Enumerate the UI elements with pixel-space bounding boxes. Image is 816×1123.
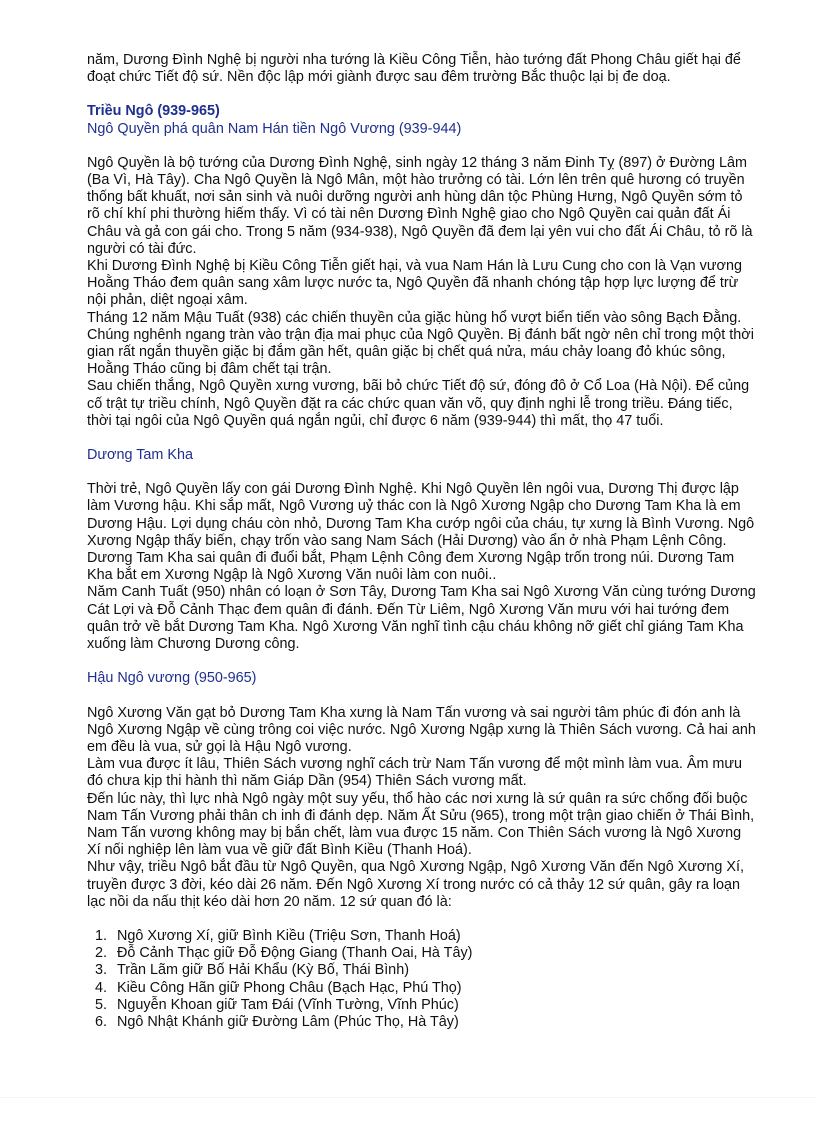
- intro-paragraph: năm, Dương Đình Nghệ bị người nha tướng là Kiều Công Tiễn, hào tướng đất Phong Châu giết hại để đoạt chức Tiết độ sứ. Nền độc lập mới giành được sau đêm trường Bắc thuộc lại bị đe doạ.: [87, 52, 741, 86]
- document-page: [87, 52, 757, 1031]
- paragraph: Đến lúc này, thì lực nhà Ngô ngày một suy yếu, thổ hào các nơi xưng là sứ quân ra sức chống đối buộc Nam Tấn Vương phải thân ch inh đi đánh dẹp. Năm Ất Sửu (965), trong một trận giao chiến ở Thái Bình, Nam Tấn vương không may bị bắn chết, làm vua được 15 năm. Con Thiên Sách vương là Ngô Xương Xí nối nghiệp lên làm vua về giữ đất Bình Kiều (Thanh Hoá).: [87, 790, 755, 859]
- paragraph: Ngô Quyền là bộ tướng của Dương Đình Nghệ, sinh ngày 12 tháng 3 năm Đinh Tỵ (897) ở Đường Lâm (Ba Vì, Hà Tây). Cha Ngô Quyền là Ngô Mân, một hào trưởng có tài. Lớn lên trên quê hương có truyền thống bất khuất, nơi sản sinh và nuôi dưỡng người anh hùng dân tộc Phùng Hưng, Ngô Quyền sớm tỏ rõ chí khí phi thường hiếm thấy. Vì có tài nên Dương Đình Nghệ giao cho Ngô Quyền cai quản đất Ái Châu và gả con gái cho. Trong 5 năm (934-938), Ngô Quyền đã đem lại yên vui cho đất Ái Châu, tỏ rõ là người có tài đức.: [87, 154, 753, 257]
- section-title-hau-ngo-vuong: Hậu Ngô vương (950-965): [87, 670, 257, 687]
- list-item: 2. Đỗ Cảnh Thạc giữ Đỗ Động Giang (Thanh Oai, Hà Tây): [111, 945, 757, 962]
- section-title-duong-tam-kha: Dương Tam Kha: [87, 447, 193, 464]
- page-bottom-rule: [0, 1097, 816, 1098]
- list-item: 4. Kiều Công Hãn giữ Phong Châu (Bạch Hạc, Phú Thọ): [111, 980, 757, 997]
- list-item: 6. Ngô Nhật Khánh giữ Đường Lâm (Phúc Thọ, Hà Tây): [111, 1014, 757, 1031]
- paragraph: Khi Dương Đình Nghệ bị Kiều Công Tiễn giết hại, và vua Nam Hán là Lưu Cung cho con là Vạn vương Hoằng Tháo đem quân sang xâm lược nước ta, Ngô Quyền đã nhanh chóng tập hợp lực lượng để trừ nội phản, diệt ngoại xâm.: [87, 258, 742, 309]
- paragraph: Tháng 12 năm Mậu Tuất (938) các chiến thuyền của giặc hùng hổ vượt biển tiến vào sông Bạch Đằng. Chúng nghênh ngang tràn vào trận địa mai phục của Ngô Quyền. Bị đánh bất ngờ nên chỉ trong một thời gian rất ngắn thuyền giặc bị đắm gần hết, quân giặc bị chết quá nửa, máu chảy loang đỏ khúc sông, Hoằng Tháo cũng bị đâm chết tại trận.: [87, 309, 754, 378]
- list-item: 1. Ngô Xương Xí, giữ Bình Kiều (Triệu Sơn, Thanh Hoá): [111, 928, 757, 945]
- section-subtitle-ngo-quyen: Ngô Quyền phá quân Nam Hán tiền Ngô Vương (939-944): [87, 120, 462, 137]
- paragraph: Năm Canh Tuất (950) nhân có loạn ở Sơn Tây, Dương Tam Kha sai Ngô Xương Văn cùng tướng Dương Cát Lợi và Đỗ Cảnh Thạc đem quân đi đánh. Đến Từ Liêm, Ngô Xương Văn mưu với hai tướng đem quân trở về bắt Dương Tam Kha. Ngô Xương Văn nghĩ tình cậu cháu không nỡ giết chỉ giáng Tam Kha xuống làm Chương Dương công.: [87, 584, 756, 653]
- list-item: 5. Nguyễn Khoan giữ Tam Đái (Vĩnh Tường, Vĩnh Phúc): [111, 997, 757, 1014]
- paragraph: Sau chiến thắng, Ngô Quyền xưng vương, bãi bỏ chức Tiết độ sứ, đóng đô ở Cổ Loa (Hà Nội). Để củng cố trật tự triều chính, Ngô Quyền đặt ra các chức quan văn võ, quy định nghi lễ trong triều. Đáng tiếc, thời tại ngôi của Ngô Quyền quá ngắn ngủi, chỉ được 6 năm (939-944) thì mất, thọ 47 tuổi.: [87, 378, 750, 429]
- section-title-trieu-ngo: Triều Ngô (939-965): [87, 103, 220, 120]
- list-item: 3. Trần Lãm giữ Bố Hải Khẩu (Kỳ Bố, Thái Bình): [111, 962, 757, 979]
- paragraph: Thời trẻ, Ngô Quyền lấy con gái Dương Đình Nghệ. Khi Ngô Quyền lên ngôi vua, Dương Thị được lập làm Vương hậu. Khi sắp mất, Ngô Vương uỷ thác con là Ngô Xương Ngập cho Dương Tam Kha là em Dương Hậu. Lợi dụng cháu còn nhỏ, Dương Tam Kha cướp ngôi của cháu, tự xưng là Bình Vương. Ngô Xương Ngập thấy biến, chạy trốn vào sang Nam Sách (Hải Dương) vào ẩn ở nhà Phạm Lệnh Công. Dương Tam Kha sai quân đi đuổi bắt, Phạm Lệnh Công đem Xương Ngập trốn trong núi. Dương Tam Kha bắt em Xương Ngập là Ngô Xương Văn nuôi làm con nuôi..: [87, 481, 755, 584]
- su-quan-list: [87, 928, 757, 1031]
- paragraph: Ngô Xương Văn gạt bỏ Dương Tam Kha xưng là Nam Tấn vương và sai người tâm phúc đi đón anh là Ngô Xương Ngập về cùng trông coi việc nước. Ngô Xương Ngập xưng là Thiên Sách vương. Cả hai anh em đều là vua, sử gọi là Hậu Ngô vương.: [87, 704, 756, 755]
- paragraph: Như vậy, triều Ngô bắt đầu từ Ngô Quyền, qua Ngô Xương Ngập, Ngô Xương Văn đến Ngô Xương Xí, truyền được 3 đời, kéo dài 26 năm. Đến Ngô Xương Xí trong nước có cả thảy 12 sứ quân, gây ra loạn lạc nồi da nấu thịt kéo dài hơn 20 năm. 12 sứ quan đó là:: [87, 859, 745, 910]
- paragraph: Làm vua được ít lâu, Thiên Sách vương nghĩ cách trừ Nam Tấn vương để một mình làm vua. Âm mưu đó chưa kịp thi hành thì năm Giáp Dần (954) Thiên Sách vương mất.: [87, 756, 743, 790]
